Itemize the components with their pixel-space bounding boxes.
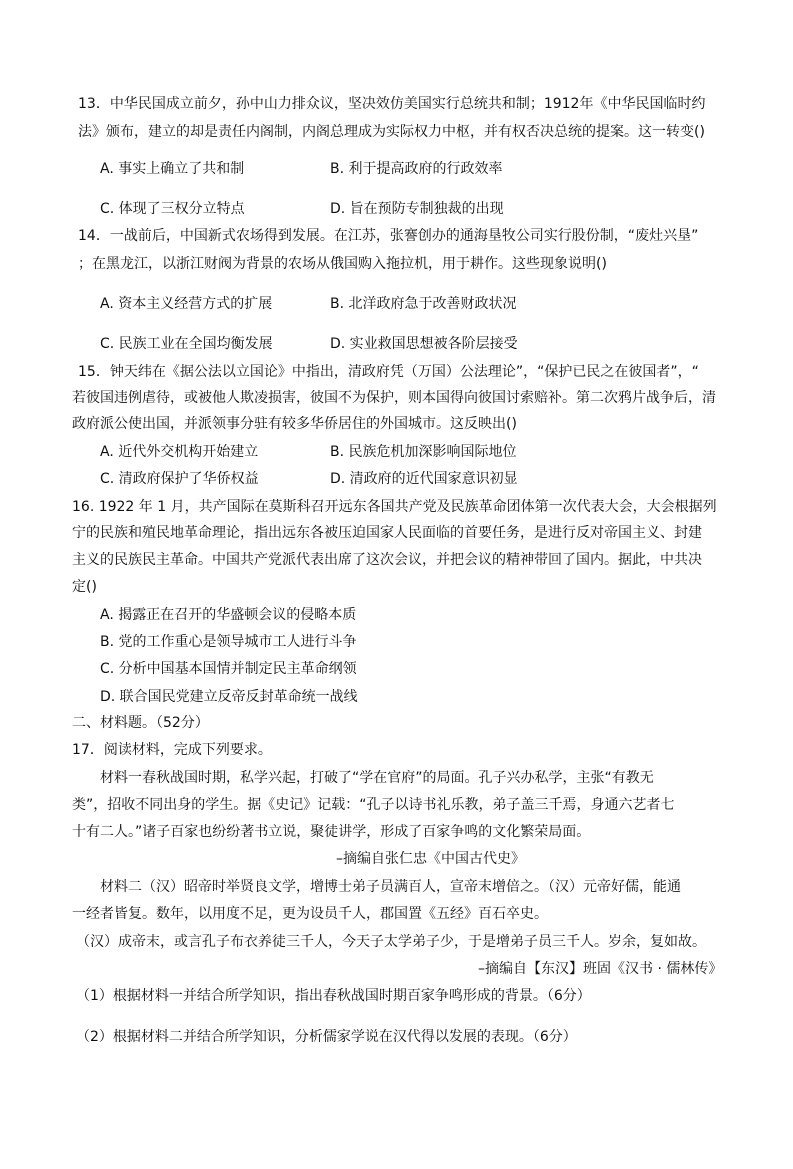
q13-option-c: C. 体现了三权分立特点 (100, 201, 245, 217)
q17-material2-source: –摘编自【东汉】班固《汉书 · 儒林传》 (478, 961, 723, 977)
q13-option-d: D. 旨在预防专制独裁的出现 (330, 201, 504, 217)
q14-stem-line1: 14．一战前后，中国新式农场得到发展。在江苏，张謇创办的通海垦牧公司实行股份制，“废灶兴垦” (78, 228, 699, 244)
q16-stem-line4: 定() (72, 579, 97, 595)
q15-option-b: B. 民族危机加深影响国际地位 (330, 444, 517, 460)
q13-option-b: B. 利于提高政府的行政效率 (330, 161, 503, 177)
q14-option-d: D. 实业救国思想被各阶层接受 (330, 336, 518, 352)
q17-material1-line2: 类”，招收不同出身的学生。据《史记》记载：“孔子以诗书礼乐教，弟子盖三千焉，身通六艺者七 (72, 797, 675, 813)
q17-material1-line1: 材料一春秋战国时期，私学兴起，打破了“学在官府”的局面。孔子兴办私学，主张“有教无 (100, 770, 654, 786)
q17-material1-source: –摘编自张仁忠《中国古代史》 (336, 851, 525, 867)
q14-option-a: A. 资本主义经营方式的扩展 (100, 296, 273, 312)
q17-material1-line3: 十有二人。”诸子百家也纷纷著书立说，聚徒讲学，形成了百家争鸣的文化繁荣局面。 (72, 824, 591, 840)
q16-option-a: A. 揭露正在召开的华盛顿会议的侵略本质 (100, 607, 357, 623)
q16-option-c: C. 分析中国基本国情并制定民主革命纲领 (100, 661, 357, 677)
section-heading: 二、材料题。（52分） (72, 715, 209, 731)
q15-option-c: C. 清政府保护了华侨权益 (100, 471, 259, 487)
q14-option-b: B. 北洋政府急于改善财政状况 (330, 296, 517, 312)
q13-option-a: A. 事实上确立了共和制 (100, 161, 245, 177)
q17-subquestion-2: （2）根据材料二并结合所学知识，分析儒家学说在汉代得以发展的表现。（6分） (76, 1029, 577, 1045)
q15-stem-line2: 若彼国违例虐待，或被他人欺凌损害，彼国不为保护，则本国得向彼国讨索赔补。第二次鸦片战争后，清 (72, 390, 716, 406)
q17-material2-line3: （汉）成帝末，或言孔子布衣养徒三千人，今天子太学弟子少，于是增弟子员三千人。岁余，复如故。 (76, 934, 706, 950)
q15-option-d: D. 清政府的近代国家意识初显 (330, 471, 518, 487)
q17-material2-line2: 一经者皆复。数年，以用度不足，更为设员千人，郡国置《五经》百石卒史。 (72, 906, 548, 922)
q17-material2-line1: 材料二（汉）昭帝时举贤良文学，增博士弟子员满百人，宣帝末增倍之。（汉）元帝好儒，能通 (100, 879, 681, 895)
q14-option-c: C. 民族工业在全国均衡发展 (100, 336, 273, 352)
q16-option-d: D. 联合国民党建立反帝反封革命统一战线 (100, 689, 358, 705)
q16-stem-line3: 主义的民族民主革命。中国共产党派代表出席了这次会议，并把会议的精神带回了国内。据此，中共决 (72, 552, 702, 568)
q14-stem-line2: ；在黑龙江，以浙江财阀为背景的农场从俄国购入拖拉机，用于耕作。这些现象说明() (78, 256, 607, 272)
q15-option-a: A. 近代外交机构开始建立 (100, 444, 259, 460)
q13-stem-line1: 13．中华民国成立前夕，孙中山力排众议，坚决效仿美国实行总统共和制；1912年《中华民国临时约 (78, 96, 706, 112)
q17-subquestion-1: （1）根据材料一并结合所学知识，指出春秋战国时期百家争鸣形成的背景。（6分） (76, 988, 591, 1004)
q16-stem-line2: 宁的民族和殖民地革命理论，指出远东各被压迫国家人民面临的首要任务，是进行反对帝国主义、封建 (72, 525, 702, 541)
q17-title: 17．阅读材料，完成下列要求。 (72, 742, 272, 758)
q13-stem-line2: 法》颁布，建立的却是责任内阁制，内阁总理成为实际权力中枢，并有权否决总统的提案。这一转变() (78, 124, 705, 140)
q15-stem-line3: 政府派公使出国，并派领事分驻有较多华侨居住的外国城市。这反映出() (72, 416, 517, 432)
q15-stem-line1: 15．钟天纬在《据公法以立国论》中指出，清政府凭（万国）公法理论”，“保护已民之在彼国者”，“ (78, 364, 699, 380)
q16-option-b: B. 党的工作重心是领导城市工人进行斗争 (100, 634, 357, 650)
q16-stem-line1: 16. 1922 年 1 月，共产国际在莫斯科召开远东各国共产党及民族革命团体第一次代表大会，大会根据列 (72, 499, 717, 515)
